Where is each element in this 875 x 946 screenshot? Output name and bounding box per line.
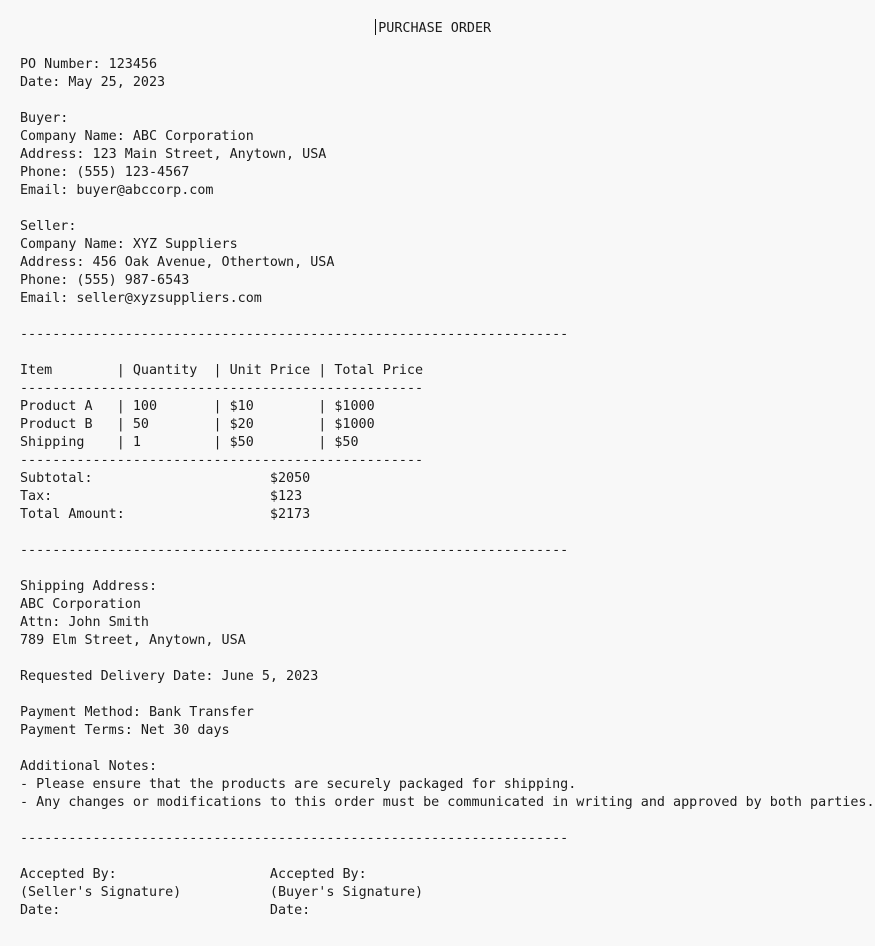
seller-address-line: Address: 456 Oak Avenue, Othertown, USA <box>20 255 335 270</box>
tax-label: Tax: <box>20 489 53 504</box>
seller-accepted-by-label: Accepted By: <box>20 867 117 882</box>
unit-price-cell: $10 <box>229 399 254 414</box>
table-row <box>20 416 875 434</box>
subtotal-value: $2050 <box>269 471 311 486</box>
blank-line <box>20 812 875 830</box>
column-divider: | <box>116 417 125 432</box>
seller-signature-label: (Seller's Signature) <box>20 885 182 900</box>
blank-line <box>20 650 875 668</box>
seller-date-label: Date: <box>20 903 61 918</box>
shipping-address-heading: Shipping Address: <box>20 579 158 594</box>
table-header-total-price: Total Price <box>334 363 424 378</box>
buyer-address-line: Address: 123 Main Street, Anytown, USA <box>20 147 327 162</box>
blank-line <box>20 92 875 110</box>
item-name-cell: Product A <box>20 399 93 414</box>
separator-line: -------------------------------------------------------------------- <box>20 543 569 558</box>
total-price-cell: $1000 <box>334 417 375 432</box>
seller-heading: Seller: <box>20 219 77 234</box>
payment-terms-line: Payment Terms: Net 30 days <box>20 723 230 738</box>
buyer-heading: Buyer: <box>20 111 69 126</box>
blank-line <box>20 686 875 704</box>
item-name-cell: Product B <box>20 417 93 432</box>
note-item: - Any changes or modifications to this order must be communicated in writing and approved by both parties. <box>20 795 875 810</box>
delivery-date-line: Requested Delivery Date: June 5, 2023 <box>20 669 319 684</box>
unit-price-cell: $50 <box>229 435 254 450</box>
total-amount-line <box>20 506 875 524</box>
blank-line <box>20 524 875 542</box>
quantity-cell: 100 <box>132 399 158 414</box>
table-separator-line: -------------------------------------------------- <box>20 453 424 468</box>
column-divider: | <box>213 363 222 378</box>
blank-line <box>20 308 875 326</box>
seller-phone-line: Phone: (555) 987-6543 <box>20 273 190 288</box>
notes-heading: Additional Notes: <box>20 759 158 774</box>
quantity-cell: 50 <box>132 417 149 432</box>
text-caret <box>375 19 377 35</box>
document-title: PURCHASE ORDER <box>378 21 492 36</box>
column-divider: | <box>318 435 327 450</box>
blank-line <box>20 740 875 758</box>
blank-line <box>20 200 875 218</box>
blank-line <box>20 344 875 362</box>
table-header-unit-price: Unit Price <box>229 363 311 378</box>
total-price-cell: $50 <box>334 435 359 450</box>
column-divider: | <box>318 363 327 378</box>
shipping-street-line: 789 Elm Street, Anytown, USA <box>20 633 246 648</box>
table-separator-line: -------------------------------------------------- <box>20 381 424 396</box>
column-divider: | <box>318 399 327 414</box>
document-title-line <box>20 20 875 38</box>
note-item: - Please ensure that the products are securely packaged for shipping. <box>20 777 577 792</box>
buyer-company-line: Company Name: ABC Corporation <box>20 129 254 144</box>
table-row <box>20 398 875 416</box>
subtotal-label: Subtotal: <box>20 471 93 486</box>
buyer-date-label: Date: <box>269 903 311 918</box>
payment-method-line: Payment Method: Bank Transfer <box>20 705 254 720</box>
column-divider: | <box>116 363 125 378</box>
buyer-signature-label: (Buyer's Signature) <box>269 885 424 900</box>
signature-date-line <box>20 902 875 920</box>
subtotal-line <box>20 470 875 488</box>
buyer-phone-line: Phone: (555) 123-4567 <box>20 165 190 180</box>
shipping-attn-line: Attn: John Smith <box>20 615 149 630</box>
blank-line <box>20 560 875 578</box>
seller-company-line: Company Name: XYZ Suppliers <box>20 237 238 252</box>
column-divider: | <box>116 399 125 414</box>
po-number-line: PO Number: 123456 <box>20 57 158 72</box>
blank-line <box>20 848 875 866</box>
column-divider: | <box>213 399 222 414</box>
table-row <box>20 434 875 452</box>
item-name-cell: Shipping <box>20 435 85 450</box>
accepted-by-line <box>20 866 875 884</box>
signature-line <box>20 884 875 902</box>
total-amount-value: $2173 <box>269 507 311 522</box>
tax-value: $123 <box>269 489 303 504</box>
buyer-accepted-by-label: Accepted By: <box>269 867 367 882</box>
table-header-row <box>20 362 875 380</box>
seller-email-line: Email: seller@xyzsuppliers.com <box>20 291 262 306</box>
column-divider: | <box>318 417 327 432</box>
total-price-cell: $1000 <box>334 399 375 414</box>
shipping-company-line: ABC Corporation <box>20 597 141 612</box>
tax-line <box>20 488 875 506</box>
quantity-cell: 1 <box>132 435 141 450</box>
table-header-quantity: Quantity <box>132 363 198 378</box>
po-date-line: Date: May 25, 2023 <box>20 75 166 90</box>
separator-line: -------------------------------------------------------------------- <box>20 831 569 846</box>
buyer-email-line: Email: buyer@abccorp.com <box>20 183 214 198</box>
separator-line: -------------------------------------------------------------------- <box>20 327 569 342</box>
column-divider: | <box>116 435 125 450</box>
column-divider: | <box>213 435 222 450</box>
blank-line <box>20 38 875 56</box>
total-amount-label: Total Amount: <box>20 507 125 522</box>
column-divider: | <box>213 417 222 432</box>
unit-price-cell: $20 <box>229 417 254 432</box>
table-header-item: Item <box>20 363 53 378</box>
